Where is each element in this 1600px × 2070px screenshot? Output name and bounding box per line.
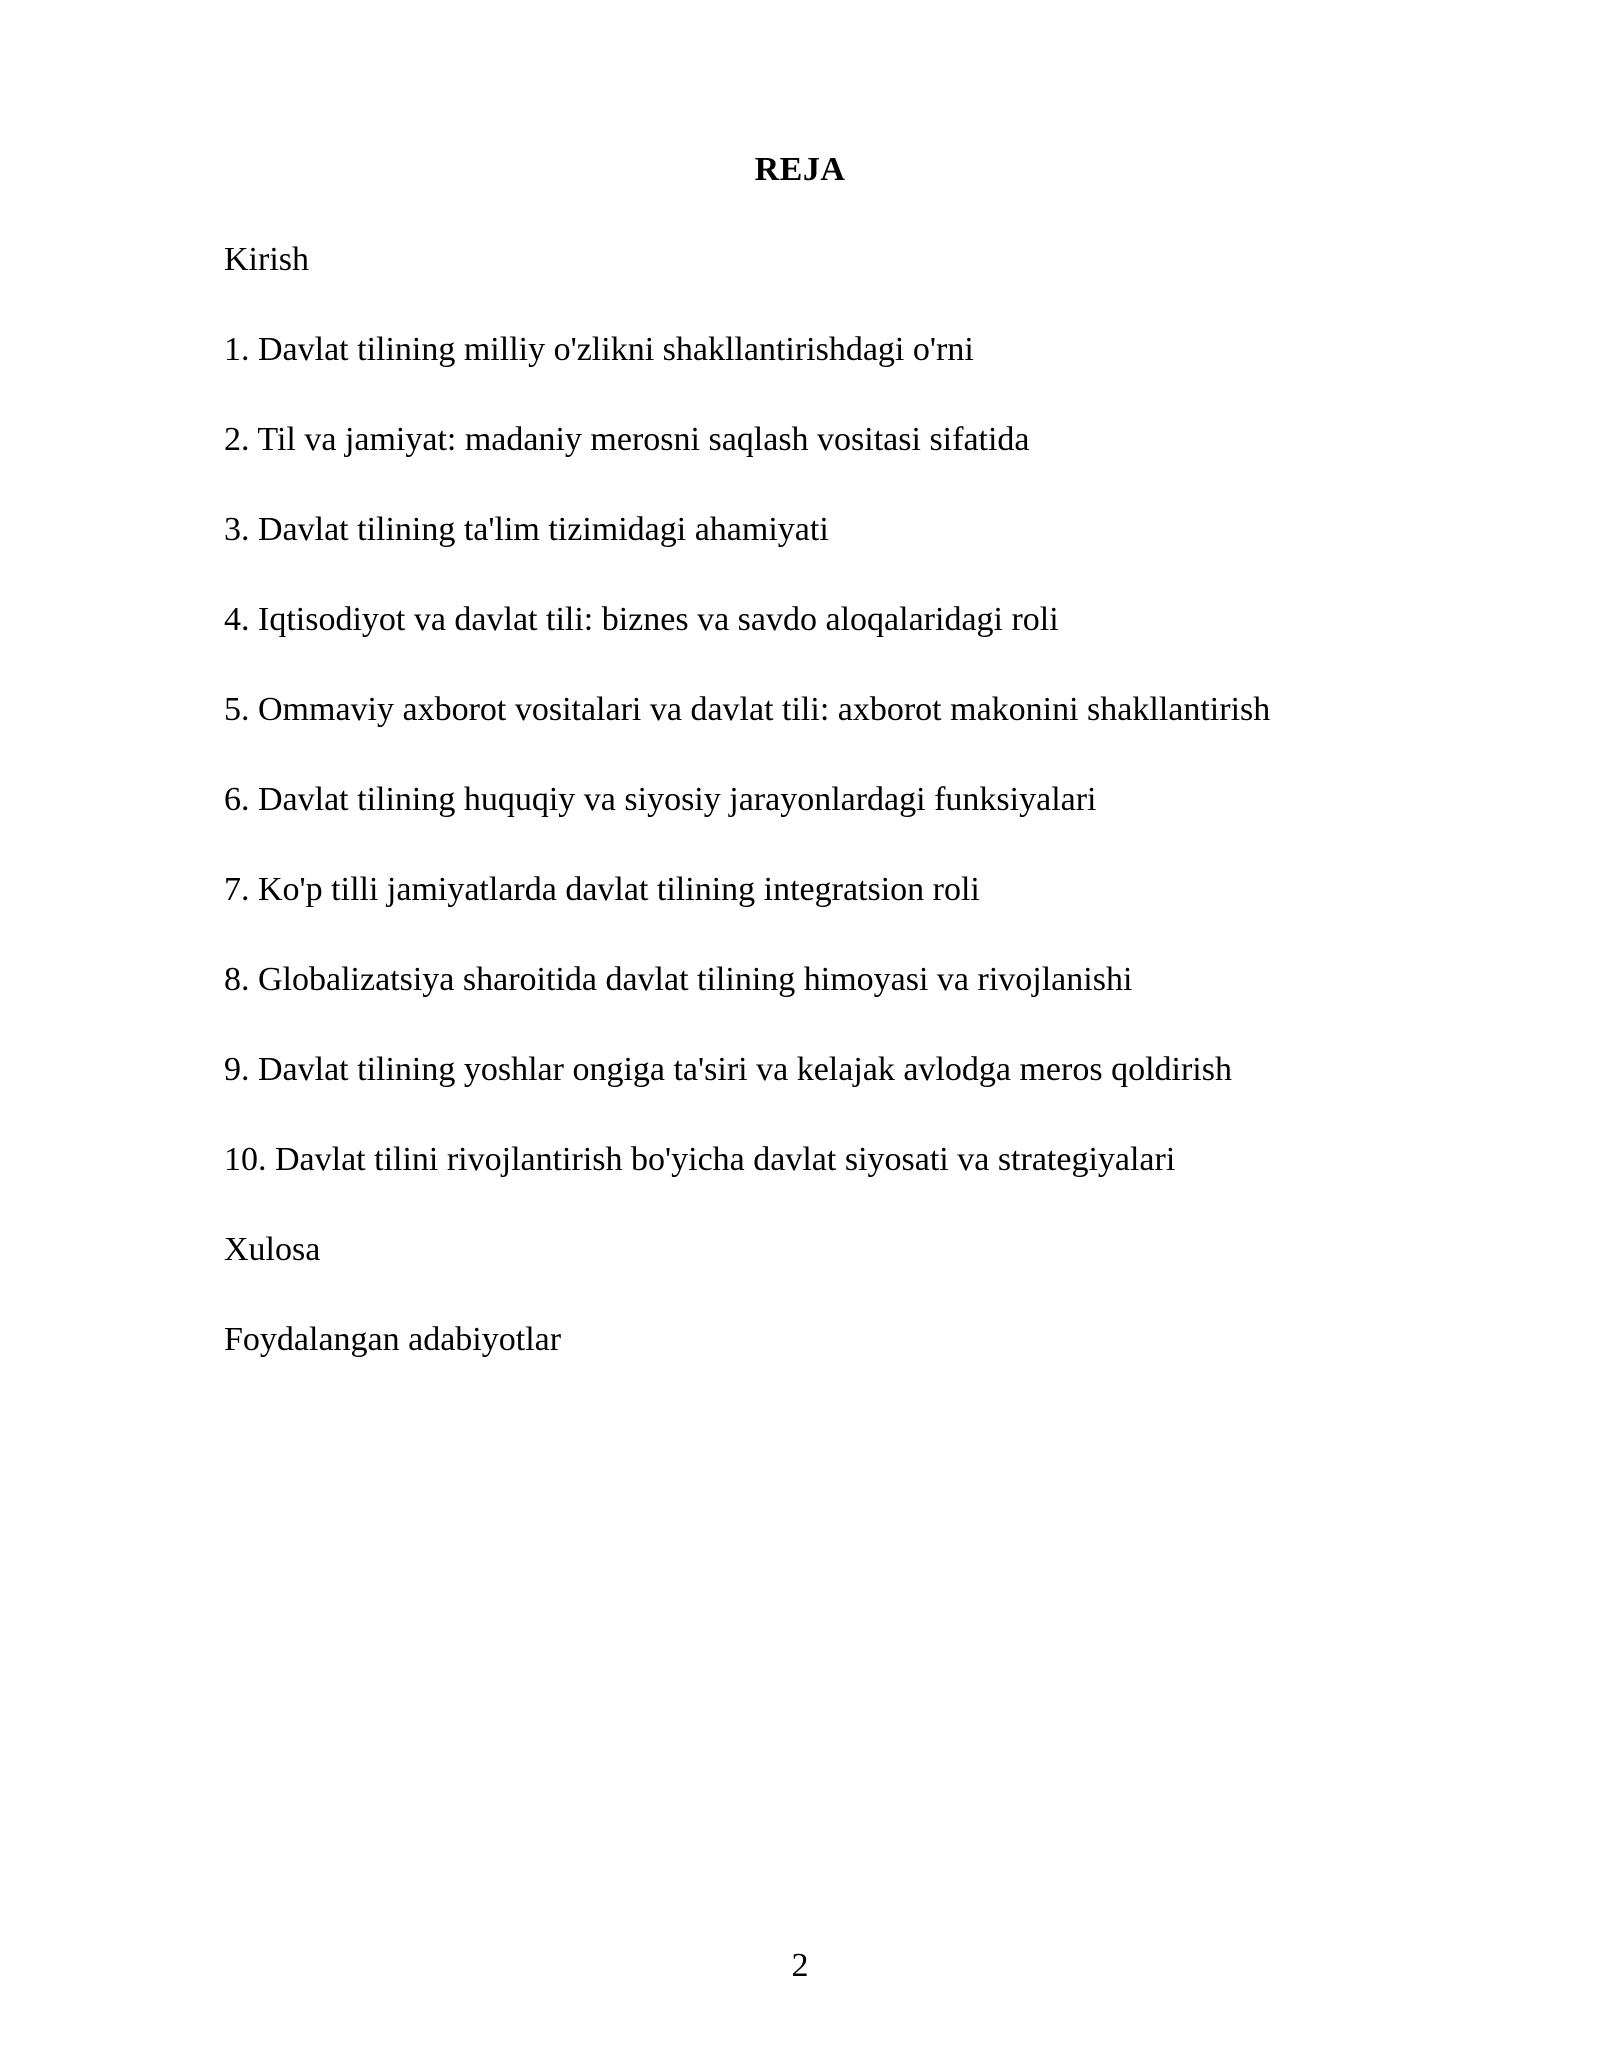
plan-item-conclusion: Xulosa: [224, 1231, 321, 1268]
plan-item-1: 1. Davlat tilining milliy o'zlikni shakllantirishdagi o'rni: [224, 331, 974, 368]
plan-item-9: 9. Davlat tilining yoshlar ongiga ta'siri va kelajak avlodga meros qoldirish: [224, 1051, 1232, 1088]
page-number: 2: [791, 1947, 809, 1984]
plan-item-5: 5. Ommaviy axborot vositalari va davlat tili: axborot makonini shakllantirish: [224, 691, 1271, 728]
plan-list: [224, 240, 1504, 1410]
plan-item-7: 7. Ko'p tilli jamiyatlarda davlat tilining integratsion roli: [224, 871, 980, 908]
plan-item-8: 8. Globalizatsiya sharoitida davlat tilining himoyasi va rivojlanishi: [224, 961, 1133, 998]
plan-item-references: Foydalangan adabiyotlar: [224, 1321, 562, 1358]
plan-item-6: 6. Davlat tilining huquqiy va siyosiy jarayonlardagi funksiyalari: [224, 781, 1097, 818]
plan-item-3: 3. Davlat tilining ta'lim tizimidagi ahamiyati: [224, 511, 829, 548]
plan-item-introduction: Kirish: [224, 241, 309, 278]
plan-item-10: 10. Davlat tilini rivojlantirish bo'yicha davlat siyosati va strategiyalari: [224, 1141, 1176, 1178]
plan-item-4: 4. Iqtisodiyot va davlat tili: biznes va savdo aloqalaridagi roli: [224, 601, 1059, 638]
page-title: REJA: [754, 151, 846, 188]
plan-item-2: 2. Til va jamiyat: madaniy merosni saqlash vositasi sifatida: [224, 421, 1030, 458]
